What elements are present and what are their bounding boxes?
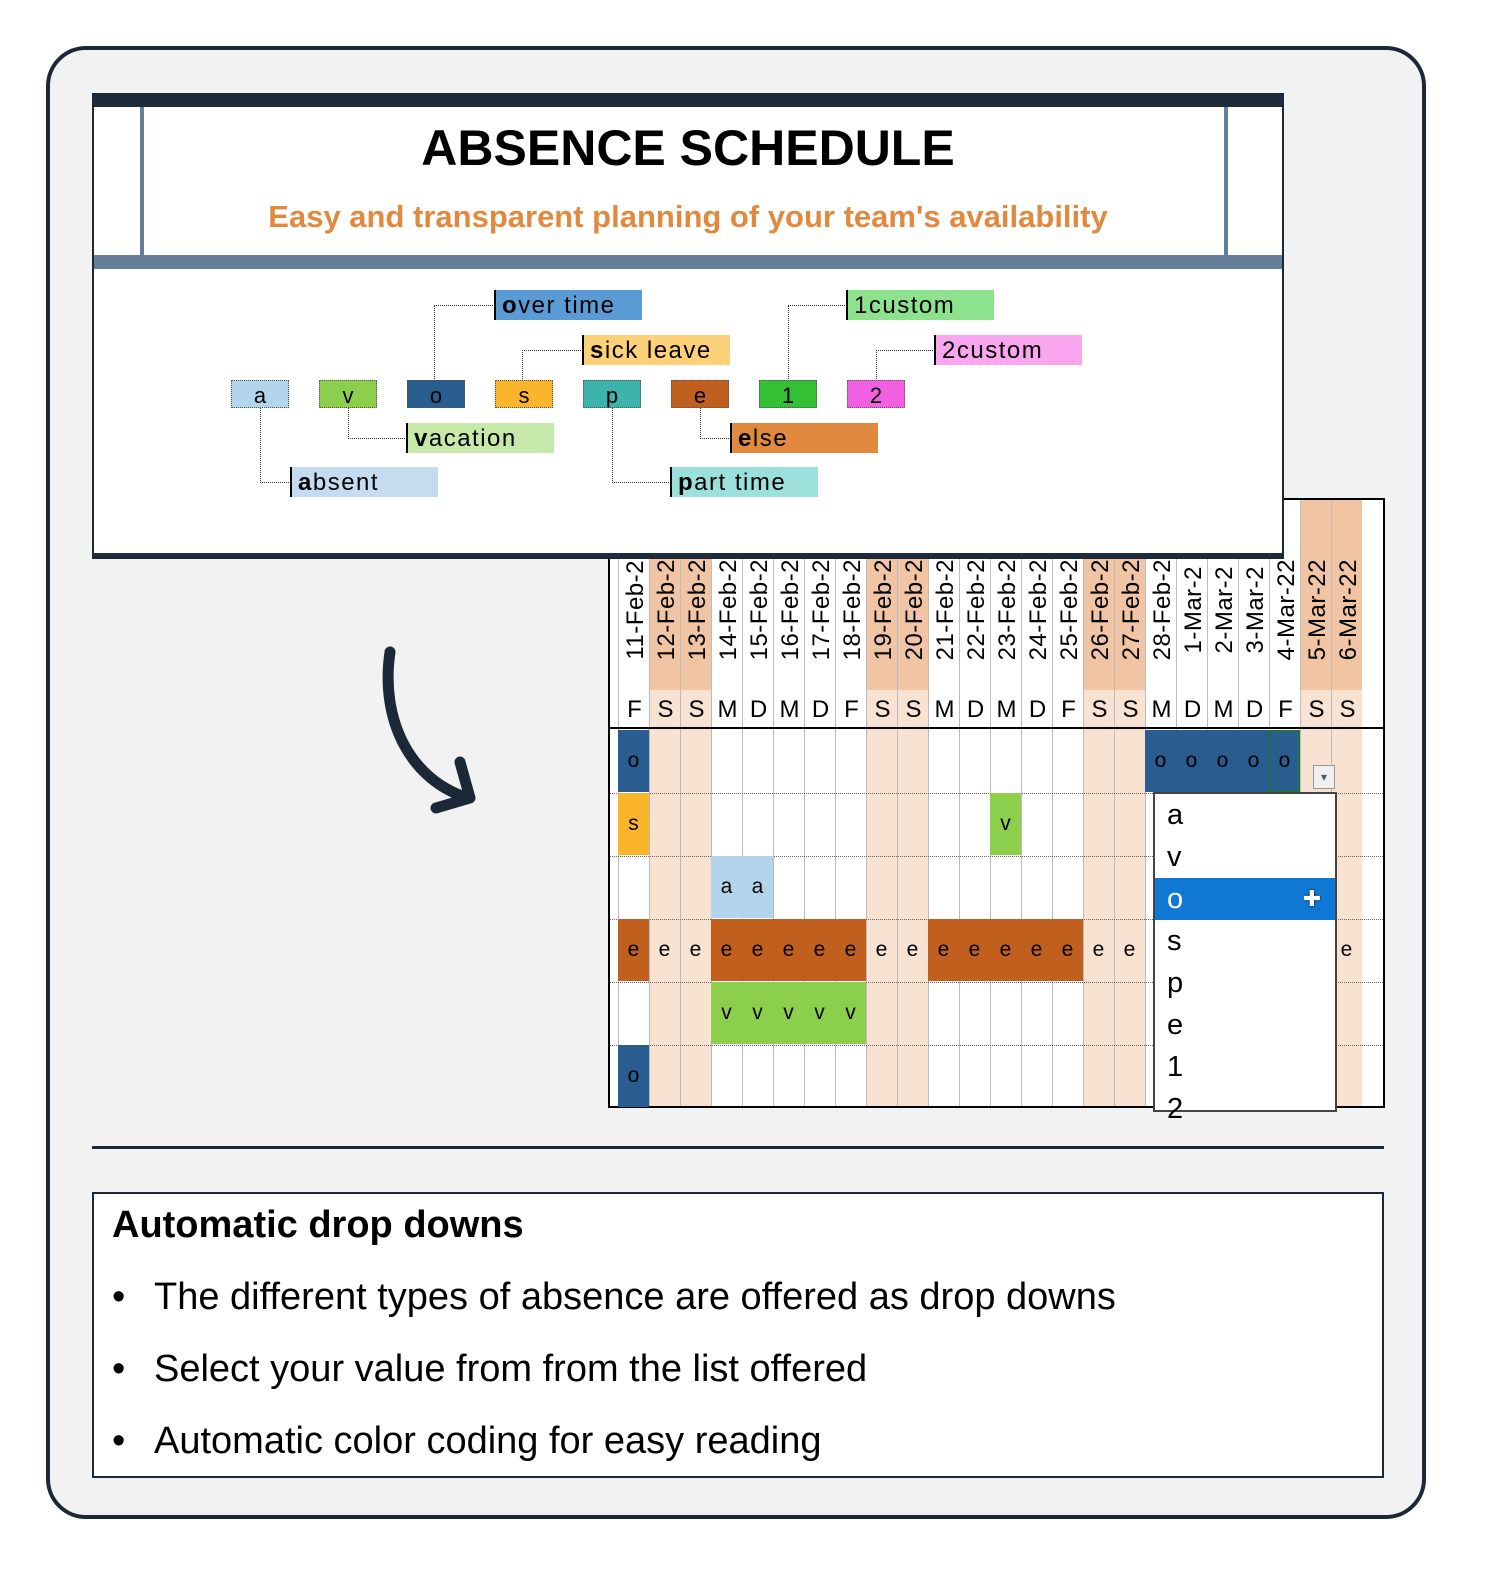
weekday-header: D	[811, 696, 830, 723]
date-header: 22-Feb-2	[963, 559, 990, 661]
schedule-cell[interactable]: e	[742, 919, 773, 981]
date-column	[1021, 500, 1052, 1106]
date-column	[1114, 500, 1145, 1106]
date-header: 27-Feb-2	[1118, 559, 1145, 661]
schedule-cell[interactable]: o	[618, 730, 649, 792]
weekday-header: S	[657, 696, 674, 723]
weekday-header: M	[717, 696, 738, 723]
schedule-cell[interactable]: v	[835, 982, 866, 1044]
date-column	[1083, 500, 1114, 1106]
schedule-cell[interactable]: o	[618, 1045, 649, 1107]
schedule-cell[interactable]: e	[1123, 938, 1136, 961]
schedule-cell[interactable]: a	[742, 856, 773, 918]
connector-p	[612, 408, 671, 483]
schedule-cell[interactable]: e	[835, 919, 866, 981]
date-header: 19-Feb-2	[870, 559, 897, 661]
dropdown-option[interactable]: s	[1167, 925, 1182, 957]
date-column	[897, 500, 928, 1106]
absence-dropdown-list[interactable]	[1153, 792, 1337, 1125]
legend-label-vacation: vacation	[406, 423, 554, 453]
legend-code-2: 2	[847, 380, 905, 408]
legend-code-1: 1	[759, 380, 817, 408]
weekday-header: F	[627, 696, 642, 723]
legend-label-2custom: 2custom	[934, 335, 1082, 365]
weekday-header: M	[1151, 696, 1172, 723]
date-header: 26-Feb-2	[1087, 559, 1114, 661]
feature-bullet: • Select your value from from the list offered	[112, 1348, 868, 1390]
dropdown-arrow-button[interactable]: ▾	[1313, 765, 1335, 789]
schedule-cell[interactable]: v	[711, 982, 742, 1044]
weekday-header: D	[749, 696, 768, 723]
legend-code-o: o	[407, 380, 465, 408]
schedule-cell[interactable]: o	[1207, 730, 1238, 792]
connector-a	[260, 408, 291, 483]
schedule-cell[interactable]: e	[804, 919, 835, 981]
schedule-cell[interactable]: e	[689, 938, 702, 961]
date-header: 6-Mar-22	[1335, 559, 1362, 661]
schedule-cell[interactable]: o	[1176, 730, 1207, 792]
dropdown-option[interactable]: o ✚	[1155, 878, 1335, 920]
connector-o	[434, 305, 495, 381]
feature-description	[92, 1192, 1384, 1478]
schedule-cell[interactable]: e	[906, 938, 919, 961]
section-divider	[92, 1146, 1384, 1149]
dropdown-option[interactable]: v	[1167, 841, 1182, 873]
header-bottom-bar	[94, 553, 1282, 557]
date-header: 16-Feb-2	[777, 559, 804, 661]
connector-s	[522, 350, 581, 381]
date-header: 5-Mar-22	[1304, 559, 1331, 661]
date-column	[866, 500, 897, 1106]
legend-label-overtime: over time	[494, 290, 642, 320]
schedule-cell[interactable]: e	[618, 919, 649, 981]
active-cell[interactable]	[1269, 730, 1300, 792]
schedule-cell[interactable]: v	[773, 982, 804, 1044]
date-column	[959, 500, 990, 1106]
weekday-header: M	[934, 696, 955, 723]
date-header: 23-Feb-2	[994, 559, 1021, 661]
date-header: 14-Feb-2	[715, 559, 742, 661]
weekday-header: F	[844, 696, 859, 723]
date-header: 13-Feb-2	[684, 559, 711, 661]
schedule-cell[interactable]: o	[1238, 730, 1269, 792]
schedule-cell[interactable]: e	[1092, 938, 1105, 961]
weekday-header: S	[688, 696, 705, 723]
date-header: 18-Feb-2	[839, 559, 866, 661]
schedule-cell[interactable]: e	[875, 938, 888, 961]
header-separator	[610, 727, 1383, 729]
date-column	[649, 500, 680, 1106]
connector-2	[876, 350, 935, 381]
schedule-grid	[608, 498, 1385, 1125]
legend-code-p: p	[583, 380, 641, 408]
weekday-header: S	[1308, 696, 1325, 723]
weekday-header: S	[1091, 696, 1108, 723]
weekday-header: D	[1245, 696, 1264, 723]
weekday-header: S	[1339, 696, 1356, 723]
date-header: 12-Feb-2	[653, 559, 680, 661]
dropdown-option[interactable]: p	[1167, 967, 1184, 999]
legend-code-s: s	[495, 380, 553, 408]
dropdown-option[interactable]: 2	[1167, 1093, 1184, 1125]
schedule-cell[interactable]: e	[711, 919, 742, 981]
schedule-cell[interactable]: e	[1052, 919, 1083, 981]
date-header: 21-Feb-2	[932, 559, 959, 661]
legend-label-absent: absent	[290, 467, 438, 497]
schedule-cell[interactable]: v	[804, 982, 835, 1044]
schedule-cell[interactable]: e	[773, 919, 804, 981]
schedule-cell[interactable]: v	[742, 982, 773, 1044]
legend-code-v: v	[319, 380, 377, 408]
dropdown-option[interactable]: a	[1167, 799, 1184, 831]
header-card	[92, 93, 1284, 559]
connector-1	[788, 305, 847, 381]
date-header: 1-Mar-2	[1180, 566, 1207, 654]
dropdown-option[interactable]: 1	[1167, 1051, 1184, 1083]
weekday-header: D	[1028, 696, 1047, 723]
legend-label-1custom: 1custom	[846, 290, 994, 320]
feature-title: Automatic drop downs	[112, 1204, 524, 1246]
weekday-header: D	[1183, 696, 1202, 723]
feature-bullet: • Automatic color coding for easy reading	[112, 1420, 822, 1462]
header-top-bar	[94, 95, 1282, 107]
feature-bullet: • The different types of absence are offered as drop downs	[112, 1276, 1116, 1318]
weekday-header: D	[966, 696, 985, 723]
weekday-header: S	[874, 696, 891, 723]
schedule-cell[interactable]: a	[711, 856, 742, 918]
schedule-cell[interactable]: e	[959, 919, 990, 981]
date-header: 4-Mar-22	[1273, 559, 1300, 661]
date-header: 25-Feb-2	[1056, 559, 1083, 661]
weekday-header: M	[779, 696, 800, 723]
schedule-cell[interactable]: e	[658, 938, 671, 961]
schedule-cell[interactable]: o	[1269, 730, 1300, 792]
curved-arrow-icon	[370, 640, 500, 820]
date-header: 3-Mar-2	[1242, 566, 1269, 654]
connector-v	[348, 408, 407, 439]
weekday-header: M	[996, 696, 1017, 723]
date-column	[928, 500, 959, 1106]
legend-label-parttime: part time	[670, 467, 818, 497]
date-header: 24-Feb-2	[1025, 559, 1052, 661]
date-header: 11-Feb-2	[622, 560, 649, 660]
date-header: 28-Feb-2	[1149, 559, 1176, 661]
schedule-cell[interactable]: e	[1340, 938, 1353, 961]
schedule-cell[interactable]: e	[1021, 919, 1052, 981]
legend-label-sickleave: sick leave	[582, 335, 730, 365]
weekday-header: F	[1278, 696, 1293, 723]
date-header: 17-Feb-2	[808, 559, 835, 661]
legend-code-e: e	[671, 380, 729, 408]
dropdown-option[interactable]: e	[1167, 1009, 1184, 1041]
header-band	[94, 255, 1282, 269]
weekday-header: S	[1122, 696, 1139, 723]
connector-e	[700, 408, 731, 439]
schedule-cell[interactable]: v	[990, 793, 1021, 855]
schedule-cell[interactable]: e	[990, 919, 1021, 981]
date-header: 20-Feb-2	[901, 559, 928, 661]
weekday-header: S	[905, 696, 922, 723]
weekday-header: M	[1213, 696, 1234, 723]
page-subtitle: Easy and transparent planning of your team's availability	[268, 199, 1108, 234]
cursor-icon: ✚	[1302, 886, 1321, 911]
weekday-header: F	[1061, 696, 1076, 723]
schedule-cell[interactable]: e	[928, 919, 959, 981]
date-header: 2-Mar-2	[1211, 566, 1238, 654]
legend-label-else: else	[730, 423, 878, 453]
legend-code-a: a	[231, 380, 289, 408]
page-title: ABSENCE SCHEDULE	[421, 120, 955, 176]
schedule-cell[interactable]: o	[1145, 730, 1176, 792]
schedule-cell[interactable]: s	[618, 793, 649, 855]
date-header: 15-Feb-2	[746, 559, 773, 661]
date-column	[680, 500, 711, 1106]
date-column	[1052, 500, 1083, 1106]
